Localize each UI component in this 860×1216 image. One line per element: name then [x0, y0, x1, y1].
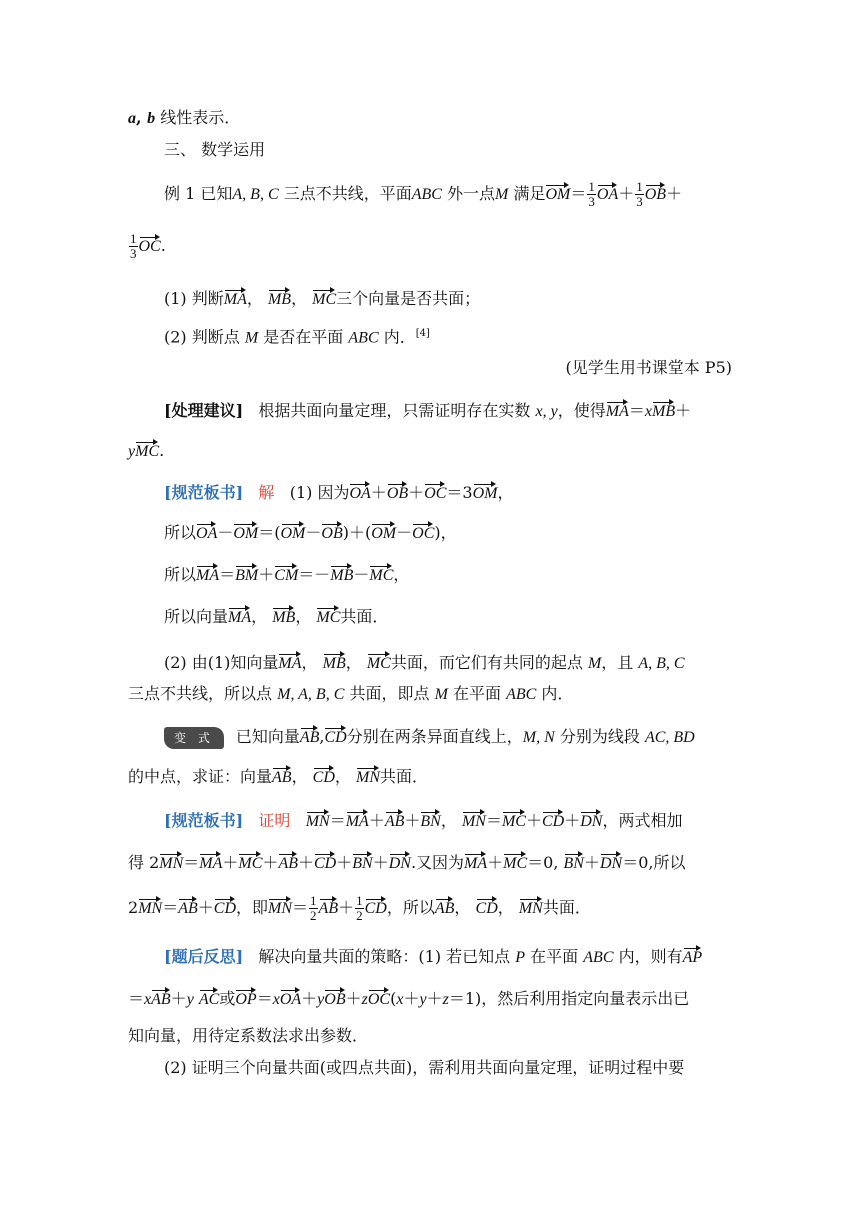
- reflection-line-4: (2) 证明三个向量共面(或四点共面)，需利用共面向量定理，证明过程中要: [164, 1058, 685, 1077]
- solution-line-4: 所以向量MA， MB， MC共面．: [164, 607, 389, 626]
- example-1-statement: 例 1 已知A, B, C 三点不共线，平面ABC 外一点M 满足OM＝ $\frac{1}{3}$ OA＋ $\frac{1}{3}$ OB＋: [164, 179, 683, 209]
- text-line: 三点不共线，所以点 M, A, B, C 共面，即点 M 在平面 ABC 内．: [128, 684, 574, 703]
- solution-part-2: (2) 由(1)知向量MA， MB， MC共面，而它们有共同的起点 M，且 A, B, C: [164, 653, 685, 672]
- variant-badge: 变 式: [164, 727, 224, 749]
- solution-line-3: 所以MA＝BM＋CM＝－MB－MC，: [164, 565, 410, 584]
- reflection-line-2: ＝xAB＋y AC或OP＝xOA＋yOB＋zOC(x＋y＋z＝1)，然后利用指定向量表示出已: [128, 989, 690, 1008]
- proof-line-1: [规范板书] 证明 MN＝MA＋AB＋BN， MN＝MC＋CD＋DN，两式相加: [164, 811, 683, 830]
- section-heading: 三、 数学运用: [164, 140, 266, 159]
- variant-statement: 变 式 已知向量AB,CD分别在两条异面直线上，M, N 分别为线段 AC, BD: [164, 726, 695, 749]
- text-line: 的中点，求证：向量AB， CD， MN共面．: [128, 767, 428, 786]
- reflection-line-1: [题后反思] 解决向量共面的策略：(1) 若已知点 P 在平面 ABC 内，则有AP: [164, 947, 703, 966]
- question-1: (1) 判断MA， MB， MC三个向量是否共面；: [164, 289, 481, 308]
- solution-line-1: [规范板书] 解 (1) 因为OA＋OB＋OC＝3OM，: [164, 483, 514, 502]
- solution-line-2: 所以OA－OM＝(OM－OB)＋(OM－OC)，: [164, 523, 457, 542]
- text-line: a, b 线性表示．: [128, 108, 241, 127]
- question-2: (2) 判断点 M 是否在平面 ABC 内．[4]: [164, 327, 430, 347]
- text-line: yMC.: [128, 441, 165, 460]
- proof-line-2: 得 2MN＝MA＋MC＋AB＋CD＋BN＋DN.又因为MA＋MC＝0, BN＋DN＝0,所以: [128, 853, 686, 872]
- reference-note: (见学生用书课堂本 P5): [565, 358, 732, 377]
- suggestion-line: [处理建议] 根据共面向量定理，只需证明存在实数 x, y，使得MA＝xMB＋: [164, 401, 692, 420]
- text-line: $\frac{1}{3}$ OC.: [130, 231, 166, 261]
- proof-line-3: 2MN＝AB＋CD，即MN＝ $\frac{1}{2}$ AB＋ $\frac{1}{2}$ CD，所以AB， CD， MN共面．: [128, 893, 591, 923]
- reflection-line-3: 知向量，用待定系数法求出参数．: [128, 1026, 369, 1045]
